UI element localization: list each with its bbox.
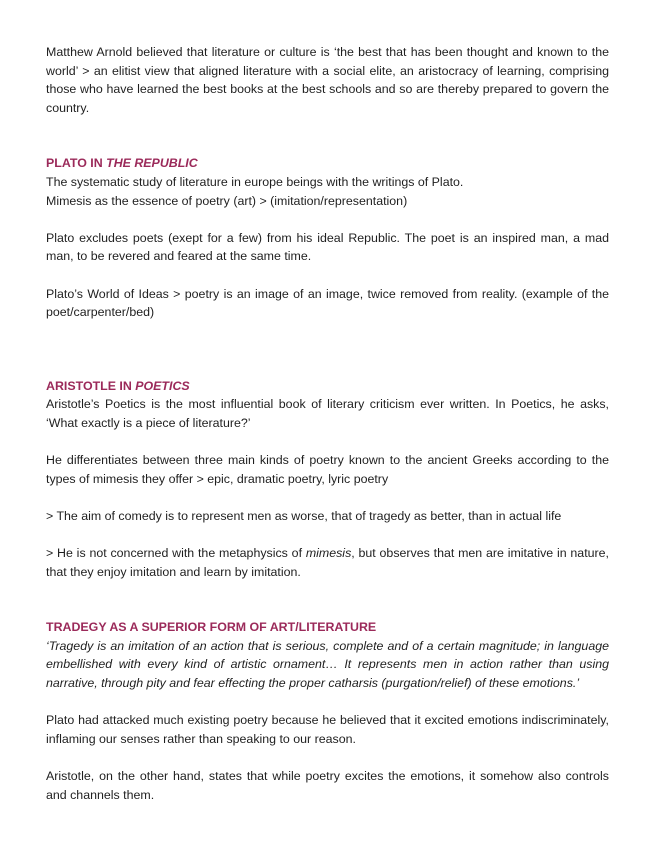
section-heading-tragedy: TRADEGY AS A SUPERIOR FORM OF ART/LITERATURE <box>46 620 377 635</box>
tragedy-quote: ‘Tragedy is an imitation of an action that is serious, complete and of a certain magnitude; in language embellished with every kind of artistic ornament… It represents men in action rather than using narrative, through pity and fear effecting the proper catharsis (purgation/relief) of these emotions.’ <box>46 638 609 691</box>
document-page <box>46 43 609 804</box>
aristotle-paragraph-3: > The aim of comedy is to represent men as worse, that of tragedy as better, than in actual life <box>46 508 562 523</box>
plato-line-1: The systematic study of literature in europe beings with the writings of Plato. <box>46 174 464 189</box>
tragedy-paragraph-2: Plato had attacked much existing poetry because he believed that it excited emotions indiscriminately, inflaming our senses rather than speaking to our reason. <box>46 713 609 746</box>
section-heading-aristotle <box>46 377 609 396</box>
spacer <box>46 693 609 712</box>
spacer <box>46 359 609 377</box>
spacer <box>46 117 609 154</box>
spacer <box>46 266 609 285</box>
tragedy-paragraph-3: Aristotle, on the other hand, states that while poetry excites the emotions, it somehow also controls and channels them. <box>46 769 609 802</box>
heading-work-title: THE REPUBLIC <box>106 156 198 171</box>
aristotle-paragraph-4 <box>46 544 609 581</box>
section-heading-plato <box>46 154 609 173</box>
plato-paragraph-3: Plato’s World of Ideas > poetry is an image of an image, twice removed from reality. (example of the poet/carpenter/bed) <box>46 286 609 320</box>
heading-work-title: POETICS <box>135 378 190 393</box>
aristotle-paragraph-1: Aristotle’s Poetics is the most influential book of literary criticism ever written. In Poetics, he asks, ‘What exactly is a piece of literature?’ <box>46 397 609 430</box>
aristotle-paragraph-2: He differentiates between three main kinds of poetry known to the ancient Greeks according to the types of mimesis they offer > epic, dramatic poetry, lyric poetry <box>46 453 609 486</box>
heading-prefix: ARISTOTLE IN <box>46 378 136 393</box>
text-run: > He is not concerned with the metaphysics of <box>46 546 306 561</box>
spacer <box>46 525 609 544</box>
intro-paragraph: Matthew Arnold believed that literature or culture is ‘the best that has been thought and known to the world’ > an elitist view that aligned literature with a social elite, an aristocracy of learning, comprising those who have learned the best books at the best schools and so are thereby prepared to govern the country. <box>46 45 609 115</box>
text-run: , but observes that men are imitative in nature, that they enjoy imitation and learn by imitation. <box>46 546 609 579</box>
spacer <box>46 748 609 767</box>
plato-paragraph-2: Plato excludes poets (exept for a few) from his ideal Republic. The poet is an inspired man, a mad man, to be revered and feared at the same time. <box>46 230 609 264</box>
plato-line-2: Mimesis as the essence of poetry (art) > (imitation/representation) <box>46 193 408 208</box>
spacer <box>46 322 609 359</box>
spacer <box>46 581 609 618</box>
spacer <box>46 488 609 507</box>
italic-term: mimesis <box>305 546 352 561</box>
heading-prefix: PLATO IN <box>46 156 107 171</box>
spacer <box>46 210 609 229</box>
spacer <box>46 433 609 452</box>
